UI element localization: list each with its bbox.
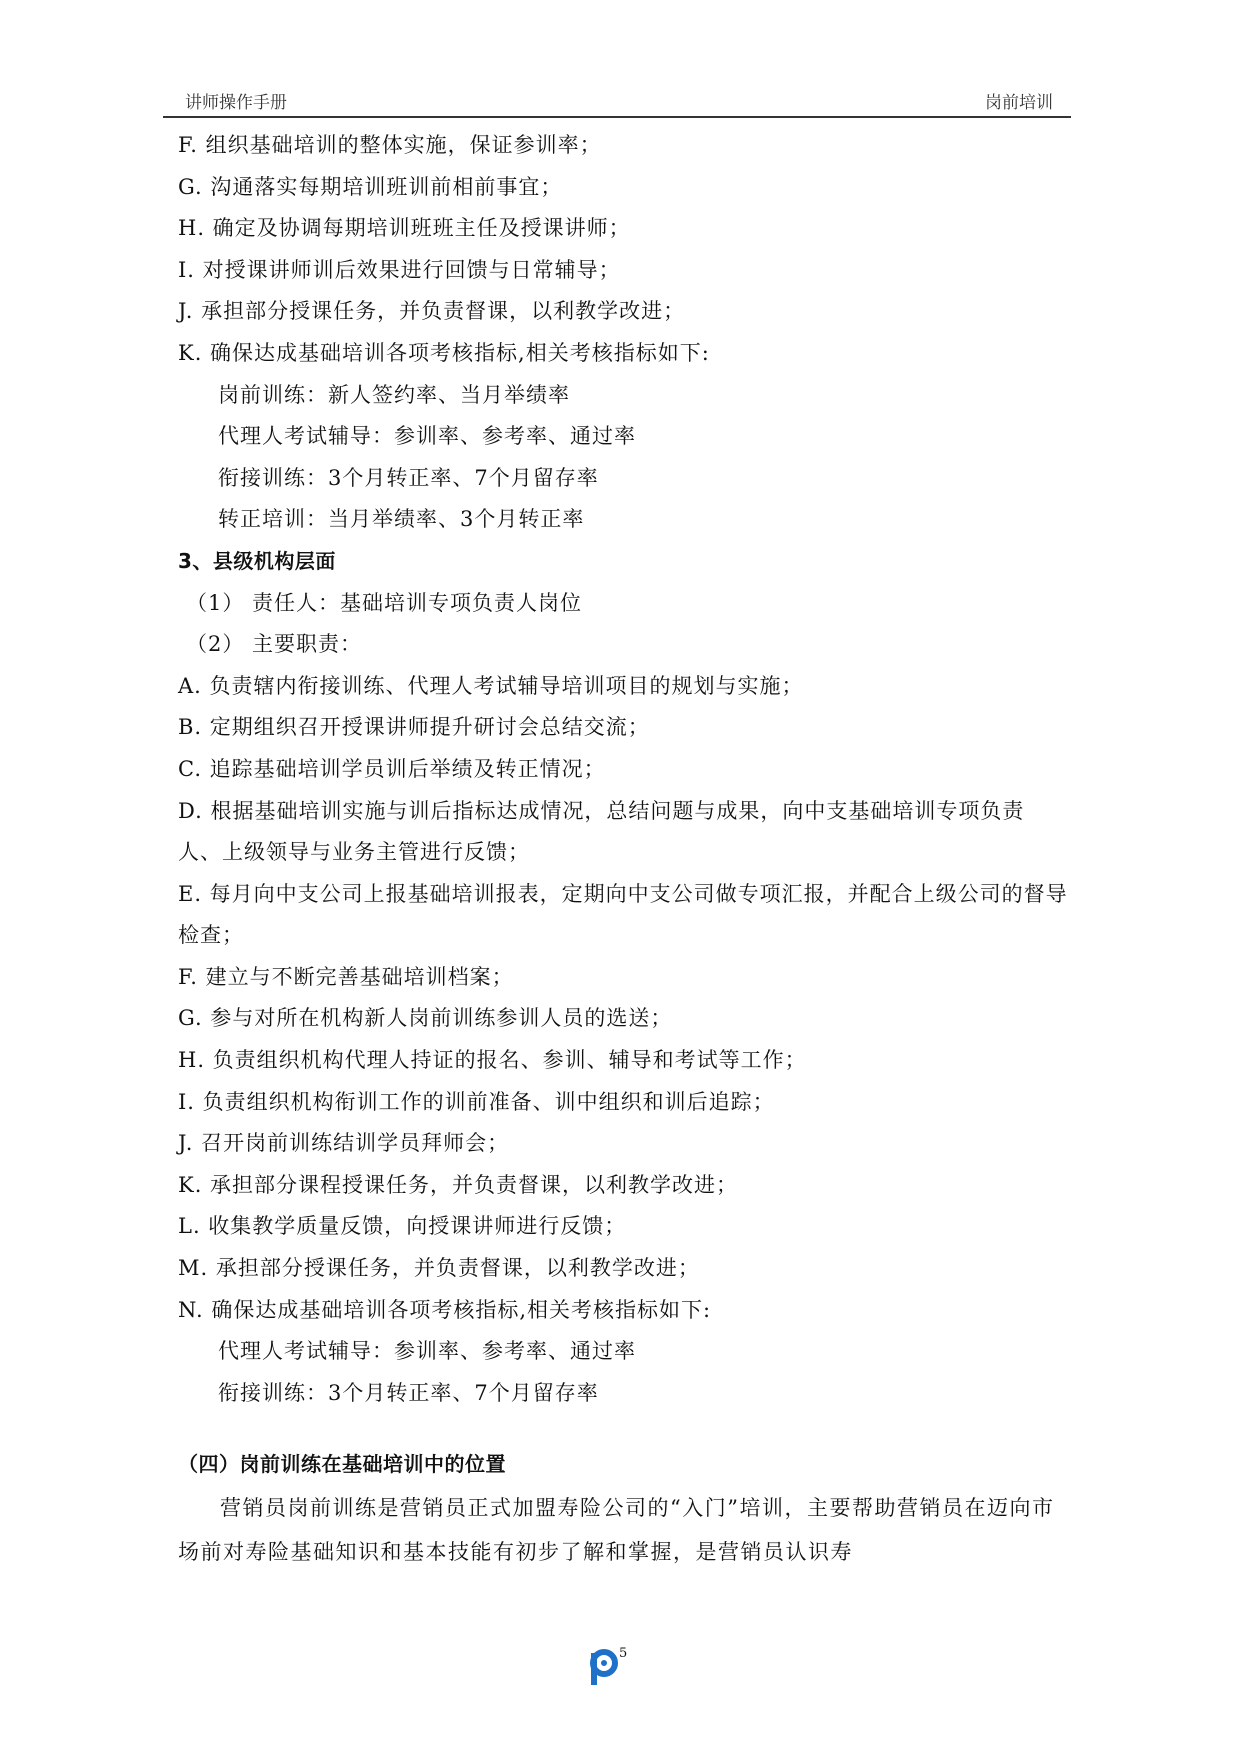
list-item: N. 确保达成基础培训各项考核指标,相关考核指标如下: [178,1297,712,1322]
list-item: K. 确保达成基础培训各项考核指标,相关考核指标如下: [178,340,710,365]
list-item: F. 组织基础培训的整体实施，保证参训率； [178,133,602,157]
p-logo-icon [586,1645,646,1689]
list-item: H. 确定及协调每期培训班班主任及授课讲师； [178,216,631,241]
indicator-item: 代理人考试辅导：参训率、参考率、通过率 [218,424,636,449]
body-paragraph: 营销员岗前训练是营销员正式加盟寿险公司的“入门”培训，主要帮助营销员在迈向市场前对寿险基础知识和基本技能有初步了解和掌握，是营销员认识寿 [178,1496,1055,1564]
indicator-item: 岗前训练：新人签约率、当月举绩率 [218,382,570,407]
section-heading: （四）岗前训练在基础培训中的位置 [178,1452,506,1477]
list-item: I. 对授课讲师训后效果进行回馈与日常辅导； [178,257,621,282]
list-item: J. 召开岗前训练结训学员拜师会； [178,1131,510,1156]
list-item: A. 负责辖内衔接训练、代理人考试辅导培训项目的规划与实施； [178,673,804,698]
sub-item: （1） 责任人：基础培训专项负责人岗位 [186,590,583,615]
list-item: K. 承担部分课程授课任务，并负责督课，以利教学改进； [178,1172,739,1197]
page-body [178,125,1068,1574]
indicator-item: 代理人考试辅导：参训率、参考率、通过率 [218,1339,636,1364]
list-item: B. 定期组织召开授课讲师提升研讨会总结交流； [178,715,650,740]
section-heading: 3、县级机构层面 [178,548,336,573]
page-number: 5 [619,1646,628,1661]
indicator-item: 衔接训练：3个月转正率、7个月留存率 [218,465,599,490]
sub-item: （2） 主要职责： [186,632,363,657]
list-item: C. 追踪基础培训学员训后举绩及转正情况； [178,756,606,781]
list-item: L. 收集教学质量反馈，向授课讲师进行反馈； [178,1214,627,1239]
list-item: M. 承担部分授课任务，并负责督课，以利教学改进； [178,1256,700,1281]
list-item: F. 建立与不断完善基础培训档案； [178,964,514,989]
list-item: H. 负责组织机构代理人持证的报名、参训、辅导和考试等工作； [178,1048,807,1073]
header-title: 讲师操作手册 [185,93,287,113]
list-item: D. 根据基础培训实施与训后指标达成情况，总结问题与成果，向中支基础培训专项负责人、上级领导与业务主管进行反馈； [178,798,1025,865]
page-header [163,88,1071,118]
list-item: G. 参与对所在机构新人岗前训练参训人员的选送； [178,1006,673,1031]
list-item: G. 沟通落实每期培训班训前相前事宜； [178,174,563,199]
header-section: 岗前培训 [985,93,1053,113]
list-item: E. 每月向中支公司上报基础培训报表，定期向中支公司做专项汇报，并配合上级公司的督导检查； [178,881,1068,948]
list-item: J. 承担部分授课任务，并负责督课，以利教学改进； [178,299,686,324]
list-item: I. 负责组织机构衔训工作的训前准备、训中组织和训后追踪； [178,1089,775,1114]
indicator-item: 衔接训练：3个月转正率、7个月留存率 [218,1380,599,1405]
indicator-item: 转正培训：当月举绩率、3个月转正率 [218,507,585,532]
spacer [178,1414,1068,1444]
